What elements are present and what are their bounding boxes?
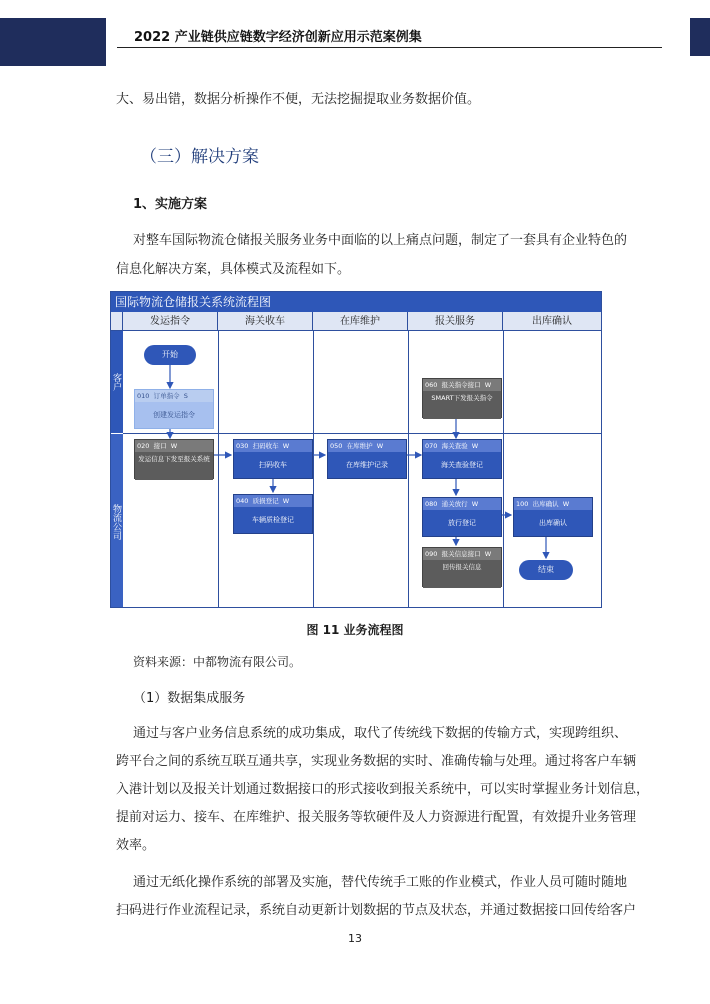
flowchart-title: 国际物流仓储报关系统流程图 <box>111 292 601 312</box>
node-tag: 060 报关指令接口 W <box>423 379 501 391</box>
paragraph-2-line-1: 通过与客户业务信息系统的成功集成，取代了传统线下数据的传输方式，实现跨组织、 <box>133 726 628 741</box>
flow-node-050 <box>327 439 407 479</box>
page-number: 13 <box>348 932 362 945</box>
flow-node-100 <box>513 497 593 537</box>
header-divider <box>117 47 662 48</box>
node-body: 回传报关信息 <box>423 560 501 588</box>
flow-node-090 <box>422 547 502 587</box>
section-title: （三）解决方案 <box>140 147 259 167</box>
end-terminal: 结束 <box>519 560 573 580</box>
node-body: 创建发运指令 <box>135 402 213 428</box>
header-decor-block <box>0 18 106 66</box>
paragraph-2-line-5: 效率。 <box>116 838 156 853</box>
flow-node-060 <box>422 378 502 418</box>
item-title: （1）数据集成服务 <box>133 691 246 706</box>
node-tag: 080 通关放行 W <box>423 498 501 510</box>
flow-node-030 <box>233 439 313 479</box>
node-tag: 010 订单指令 S <box>135 390 213 402</box>
flow-node-070 <box>422 439 502 479</box>
node-body: 发运信息下发至报关系统 <box>135 452 213 480</box>
paragraph-3-line-2: 扫码进行作业流程记录，系统自动更新计划数据的节点及状态，并通过数据接口回传给客户 <box>116 903 637 918</box>
node-body: 海关查验登记 <box>423 452 501 478</box>
node-body: 在库维护记录 <box>328 452 406 478</box>
lane-label: 物流公司 <box>111 504 121 540</box>
paragraph-3-line-1: 通过无纸化操作系统的部署及实施，替代传统手工账的作业模式，作业人员可随时随地 <box>133 875 628 890</box>
node-tag: 100 出库确认 W <box>514 498 592 510</box>
flow-node-040 <box>233 494 313 534</box>
flow-node-010 <box>134 389 214 429</box>
node-tag: 070 海关查验 W <box>423 440 501 452</box>
node-body: 车辆质检登记 <box>234 507 312 533</box>
business-flowchart <box>110 291 602 608</box>
column-header: 发运指令 <box>123 312 218 331</box>
subsection-title: 1、实施方案 <box>133 197 208 212</box>
paragraph-1-line-2: 信息化解决方案，具体模式及流程如下。 <box>116 262 351 277</box>
node-body: 扫码收车 <box>234 452 312 478</box>
column-header: 出库确认 <box>503 312 601 331</box>
start-terminal: 开始 <box>144 345 196 365</box>
node-body: SMART下发报关指令 <box>423 391 501 419</box>
column-header: 海关收车 <box>218 312 313 331</box>
flow-node-020 <box>134 439 214 479</box>
flow-node-080 <box>422 497 502 537</box>
column-header: 在库维护 <box>313 312 408 331</box>
node-tag: 030 扫码收车 W <box>234 440 312 452</box>
lane-label: 客户 <box>111 373 121 391</box>
paragraph-2-line-4: 提前对运力、接车、在库维护、报关服务等软硬件及人力资源进行配置，有效提升业务管理 <box>116 810 637 825</box>
node-body: 放行登记 <box>423 510 501 536</box>
intro-line: 大、易出错，数据分析操作不便，无法挖掘提取业务数据价值。 <box>116 92 481 107</box>
node-tag: 050 在库维护 W <box>328 440 406 452</box>
column-header: 报关服务 <box>408 312 503 331</box>
figure-source: 资料来源：中都物流有限公司。 <box>133 655 302 669</box>
node-tag: 020 接口 W <box>135 440 213 452</box>
figure-caption: 图 11 业务流程图 <box>306 623 404 637</box>
node-tag: 090 报关信息接口 W <box>423 548 501 560</box>
node-body: 出库确认 <box>514 510 592 536</box>
paragraph-1-line-1: 对整车国际物流仓储报关服务业务中面临的以上痛点问题，制定了一套具有企业特色的 <box>133 233 628 248</box>
node-tag: 040 质损登记 W <box>234 495 312 507</box>
paragraph-2-line-2: 跨平台之间的系统互联互通共享，实现业务数据的实时、准确传输与处理。通过将客户车辆 <box>116 754 637 769</box>
paragraph-2-line-3: 入港计划以及报关计划通过数据接口的形式接收到报关系统中，可以实时掌握业务计划信息， <box>116 782 650 797</box>
document-header-title: 2022 产业链供应链数字经济创新应用示范案例集 <box>134 30 422 45</box>
header-side-tab <box>690 18 710 56</box>
